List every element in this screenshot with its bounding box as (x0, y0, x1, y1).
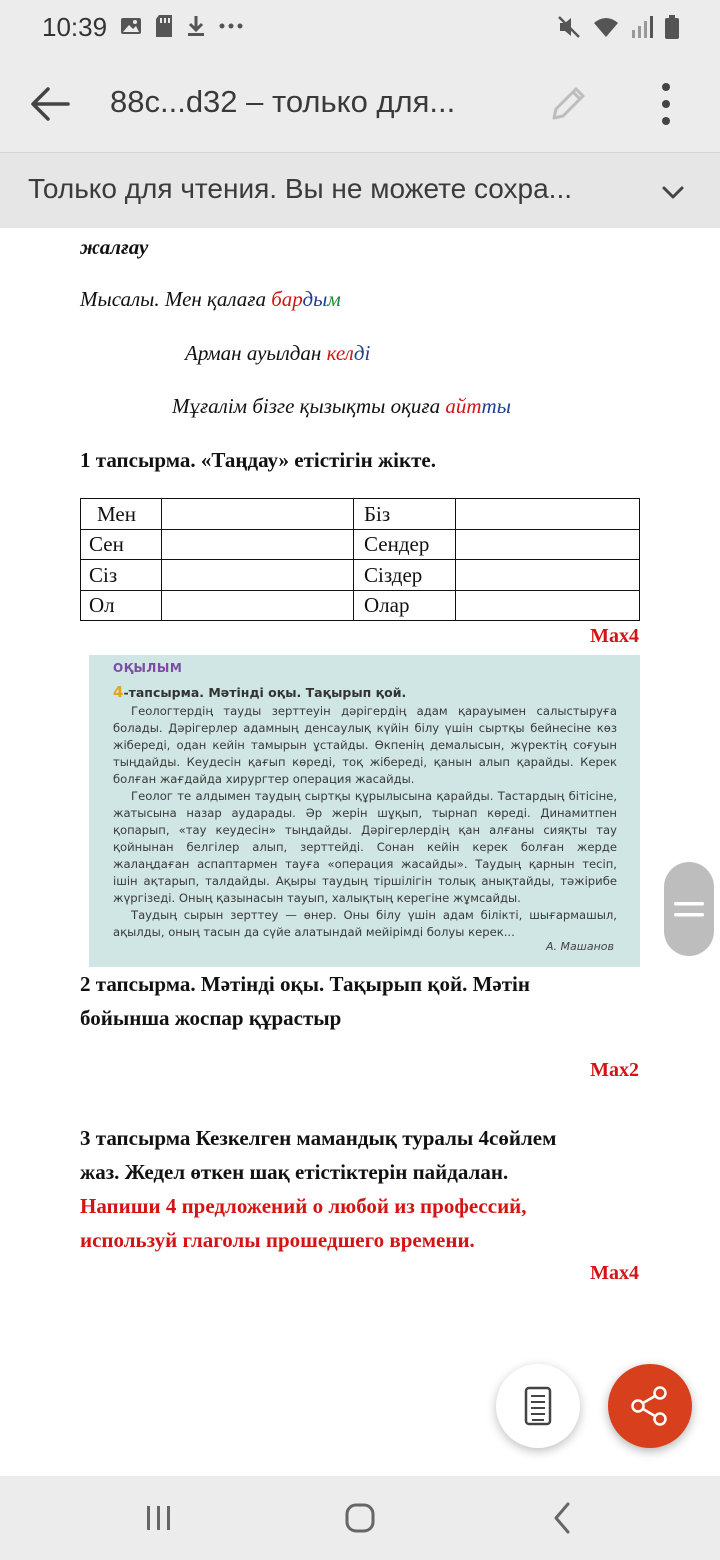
battery-icon (664, 14, 680, 40)
document-page[interactable] (0, 228, 720, 1476)
document-title: 88c...d32 – только для... (110, 84, 456, 119)
download-icon (186, 14, 206, 38)
task2-line-1: 2 тапсырма. Мәтінді оқы. Тақырып қой. Мәтін (80, 972, 530, 996)
max-score-2: Max2 (590, 1059, 639, 1081)
pencil-icon[interactable] (544, 80, 592, 128)
sd-card-icon (154, 14, 174, 38)
back-arrow-icon[interactable] (24, 78, 76, 130)
task3-line-2: жаз. Жедел өткен шақ етістіктерін пайдалан. (80, 1160, 509, 1184)
table-cell (162, 590, 354, 621)
example1-base: Мен қалаға (159, 287, 272, 311)
example3-red: айт (445, 394, 482, 418)
task3-ru-line-1: Напиши 4 предложений о любой из профессий, (80, 1194, 527, 1218)
reading-task-text: -тапсырма. Мәтінді оқы. Тақырып қой. (123, 685, 407, 700)
status-bar (0, 0, 720, 56)
example-line-3 (172, 394, 511, 419)
app-bar (0, 56, 720, 152)
table-row (81, 560, 640, 591)
reading-task (113, 683, 406, 701)
table-cell: Сен (81, 529, 162, 560)
mute-icon (556, 14, 582, 40)
table-cell: Сіздер (354, 560, 456, 591)
status-time: 10:39 (42, 12, 108, 42)
share-icon (608, 1364, 692, 1448)
document-view-button[interactable] (496, 1364, 580, 1448)
recents-icon[interactable] (137, 1496, 181, 1540)
max-score-3: Max4 (590, 1262, 639, 1284)
nav-back-icon[interactable] (540, 1496, 584, 1540)
table-row (81, 499, 640, 530)
table-cell (162, 529, 354, 560)
conjugation-table (80, 498, 640, 621)
status-icons-right (556, 14, 680, 40)
table-row (81, 590, 640, 621)
read-only-message: Только для чтения. Вы не можете сохра... (28, 173, 573, 204)
system-nav-bar (0, 1476, 720, 1560)
table-cell (456, 529, 640, 560)
example2-base: Арман ауылдан (185, 341, 327, 365)
read-only-banner[interactable] (0, 152, 720, 228)
task3-ru-line-2: используй глаголы прошедшего времени. (80, 1228, 475, 1252)
more-dots-icon (218, 16, 244, 36)
wifi-icon (592, 14, 620, 40)
share-button[interactable] (608, 1364, 692, 1448)
status-icons-left (120, 14, 244, 38)
signal-icon (630, 14, 654, 40)
task3-line-1: 3 тапсырма Кезкелген мамандық туралы 4сөйлем (80, 1126, 557, 1150)
table-cell: Мен (81, 499, 162, 530)
table-cell (162, 499, 354, 530)
more-vertical-icon[interactable] (650, 78, 682, 130)
image-icon (120, 15, 142, 37)
table-cell: Сендер (354, 529, 456, 560)
example1-red: бар (271, 287, 303, 311)
max-score-1: Max4 (590, 625, 639, 647)
table-cell (162, 560, 354, 591)
reading-body (113, 703, 617, 941)
table-cell: Ол (81, 590, 162, 621)
reading-paragraph: Таудың сырын зерттеу — өнер. Оны білу үшін адам білікті, шығармашыл, ақылды, оның тасын да сүйе алатындай мейірімді болуы керек... (113, 908, 617, 939)
example-line-1 (80, 287, 341, 312)
table-cell (456, 560, 640, 591)
example3-base: Мұғалім бізге қызықты оқиға (172, 394, 446, 418)
task1-heading: 1 тапсырма. «Таңдау» етістігін жікте. (80, 448, 437, 472)
example3-blue: ты (481, 394, 511, 418)
example-line-2 (185, 341, 370, 366)
example2-red: кел (326, 341, 354, 365)
table-row (81, 529, 640, 560)
scroll-handle[interactable] (664, 862, 714, 956)
reading-author: А. Машанов (546, 940, 614, 953)
example1-green: м (327, 287, 341, 311)
document-icon (496, 1364, 580, 1448)
example2-blue: ді (353, 341, 371, 365)
table-cell (456, 590, 640, 621)
example1-blue: ды (302, 287, 328, 311)
reading-paragraph: Геолог те алдымен таудың сыртқы құрылысына қарайды. Тастардың бітісіне, жатысына назар аударады. Әр жерін шұқып, тырнап көреді. Динамитпен қопарып, «тау кеудесін» тыңдайды. Дәрігерлердің қан алғаны сияқты тау қойнынан белгілер алып, зерттейді. Сонан кейін керек болған жерде жалаңдаған аспаптармен тауға «операция жасайды». Таудың қарнын тесіп, ішін ақтарып, талдайды. Ақыры таудың тіршілігін толық анықтайды, тәжірибе жүргізеді. Оның қазынасын тауып, халықтың керегіне жұмсайды. (113, 789, 617, 905)
home-icon[interactable] (338, 1496, 382, 1540)
reading-label: ОҚЫЛЫМ (113, 661, 183, 675)
table-cell: Біз (354, 499, 456, 530)
chevron-down-icon[interactable] (658, 177, 688, 207)
reading-paragraph: Геологтердің тауды зерттеуін дәрігердің адам қарауымен салыстыруға болады. Дәрігерлер адамның денсаулық күйін білу үшін сыртқы бейнесіне көз жібереді, одан кейін тамырын ұстайды. Өкпенің демалысын, жүректің соғуын тыңдайды. Кеудесін қағып көреді, тоқ жібереді, қанын алып қарайды. Керек болған жағдайда хирургтер операция жасайды. (113, 704, 617, 786)
heading-tail: жалғау (80, 235, 149, 259)
example-prefix: Мысалы. (80, 287, 160, 311)
table-cell: Олар (354, 590, 456, 621)
drag-lines-icon (664, 862, 714, 956)
task2-line-2: бойынша жоспар құрастыр (80, 1006, 342, 1030)
table-cell: Сіз (81, 560, 162, 591)
reading-task-number: 4 (113, 683, 124, 701)
table-cell (456, 499, 640, 530)
reading-excerpt (89, 655, 640, 967)
